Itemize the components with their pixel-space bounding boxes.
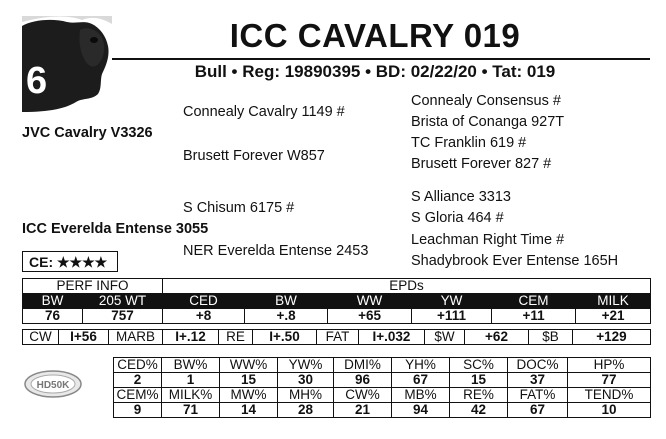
hd50k-logo-text: HD50K [36, 380, 70, 391]
epd-cem-label: CEM [492, 294, 576, 309]
genomic-header-cell: BW% [162, 358, 220, 373]
epd-ced-value: +8 [163, 309, 245, 324]
perf-info-header: PERF INFO [23, 279, 163, 294]
sire-dam: Brusett Forever W857 [183, 148, 325, 164]
title-divider [112, 58, 650, 60]
genomic-header-cell: MH% [278, 388, 334, 403]
genomic-value-cell: 67 [392, 373, 450, 388]
genomic-value-cell: 96 [334, 373, 392, 388]
genomic-percentile-table [113, 357, 651, 418]
genomic-header-cell: YH% [392, 358, 450, 373]
genomic-header-cell: SC% [450, 358, 508, 373]
sire-sire-sire: Connealy Consensus # [411, 93, 561, 109]
genomic-header-cell: FAT% [508, 388, 568, 403]
cw-value: I+56 [59, 330, 109, 345]
genomic-value-cell: 94 [392, 403, 450, 418]
genomic-header-cell: CW% [334, 388, 392, 403]
lot-number: 6 [26, 60, 48, 102]
genomic-value-cell: 30 [278, 373, 334, 388]
genomic-header-row [114, 388, 651, 403]
animal-name: ICC CAVALRY 019 [229, 17, 521, 54]
genomic-header-cell: MW% [220, 388, 278, 403]
dam-dam-sire: Leachman Right Time # [411, 232, 565, 248]
genomic-header-cell: YW% [278, 358, 334, 373]
perf-bw-label: BW [23, 294, 83, 309]
epd-bw-label: BW [245, 294, 328, 309]
epd-yw-value: +111 [412, 309, 492, 324]
marb-value: I+.12 [163, 330, 219, 345]
genomic-value-cell: 42 [450, 403, 508, 418]
epd-cem-value: +11 [492, 309, 576, 324]
genomic-header-row [114, 358, 651, 373]
re-value: I+.50 [253, 330, 317, 345]
epd-table [22, 278, 651, 324]
calving-ease-rating: CE: ★★★★ [22, 251, 118, 272]
epds-header: EPDs [163, 279, 651, 294]
b-index-label: $B [529, 330, 573, 345]
epd-ced-label: CED [163, 294, 245, 309]
genomic-value-cell: 2 [114, 373, 162, 388]
genomic-header-cell: TEND% [568, 388, 651, 403]
genomic-header-cell: MB% [392, 388, 450, 403]
fat-label: FAT [317, 330, 359, 345]
animal-subtitle: Bull • Reg: 19890395 • BD: 02/22/20 • Tat: 019 [194, 62, 556, 81]
genomic-header-cell: CEM% [114, 388, 162, 403]
genomic-value-cell: 28 [278, 403, 334, 418]
genomic-value-cell: 37 [508, 373, 568, 388]
genomic-value-cell: 77 [568, 373, 651, 388]
sire-sire: Connealy Cavalry 1149 # [183, 104, 345, 120]
sire-dam-sire: TC Franklin 619 # [411, 135, 527, 151]
genomic-value-cell: 71 [162, 403, 220, 418]
genomic-value-row [114, 403, 651, 418]
epd-milk-value: +21 [576, 309, 651, 324]
perf-205wt-value: 757 [83, 309, 163, 324]
genomic-value-cell: 21 [334, 403, 392, 418]
epd-ww-value: +65 [328, 309, 412, 324]
w-index-label: $W [425, 330, 465, 345]
epd-yw-label: YW [412, 294, 492, 309]
w-index-value: +62 [465, 330, 529, 345]
genomic-header-cell: MILK% [162, 388, 220, 403]
epd-carcass-table [22, 329, 651, 345]
perf-205wt-label: 205 WT [83, 294, 163, 309]
genomic-header-cell: CED% [114, 358, 162, 373]
genomic-value-row [114, 373, 651, 388]
genomic-value-cell: 9 [114, 403, 162, 418]
genomic-header-cell: WW% [220, 358, 278, 373]
genomic-value-cell: 10 [568, 403, 651, 418]
marb-label: MARB [109, 330, 163, 345]
genomic-header-cell: DOC% [508, 358, 568, 373]
sire-sire-dam: Brista of Conanga 927T [411, 114, 565, 130]
genomic-value-cell: 14 [220, 403, 278, 418]
genomic-value-cell: 15 [450, 373, 508, 388]
genomic-header-cell: DMI% [334, 358, 392, 373]
genomic-header-cell: HP% [568, 358, 651, 373]
genomic-value-cell: 15 [220, 373, 278, 388]
dam: ICC Everelda Entense 3055 [22, 221, 209, 237]
re-label: RE [219, 330, 253, 345]
epd-ww-label: WW [328, 294, 412, 309]
sire-dam-dam: Brusett Forever 827 # [411, 156, 552, 172]
dam-sire-dam: S Gloria 464 # [411, 210, 504, 226]
sire: JVC Cavalry V3326 [22, 125, 153, 141]
dam-sire-sire: S Alliance 3313 [411, 189, 511, 205]
genomic-value-cell: 1 [162, 373, 220, 388]
genomic-header-cell: RE% [450, 388, 508, 403]
perf-bw-value: 76 [23, 309, 83, 324]
b-index-value: +129 [573, 330, 651, 345]
dam-dam: NER Everelda Entense 2453 [183, 243, 369, 259]
genomic-value-cell: 67 [508, 403, 568, 418]
fat-value: I+.032 [359, 330, 425, 345]
epd-milk-label: MILK [576, 294, 651, 309]
hd50k-logo [24, 370, 82, 398]
dam-dam-dam: Shadybrook Ever Entense 165H [411, 253, 619, 269]
epd-bw-value: +.8 [245, 309, 328, 324]
dam-sire: S Chisum 6175 # [183, 200, 295, 216]
cw-label: CW [23, 330, 59, 345]
